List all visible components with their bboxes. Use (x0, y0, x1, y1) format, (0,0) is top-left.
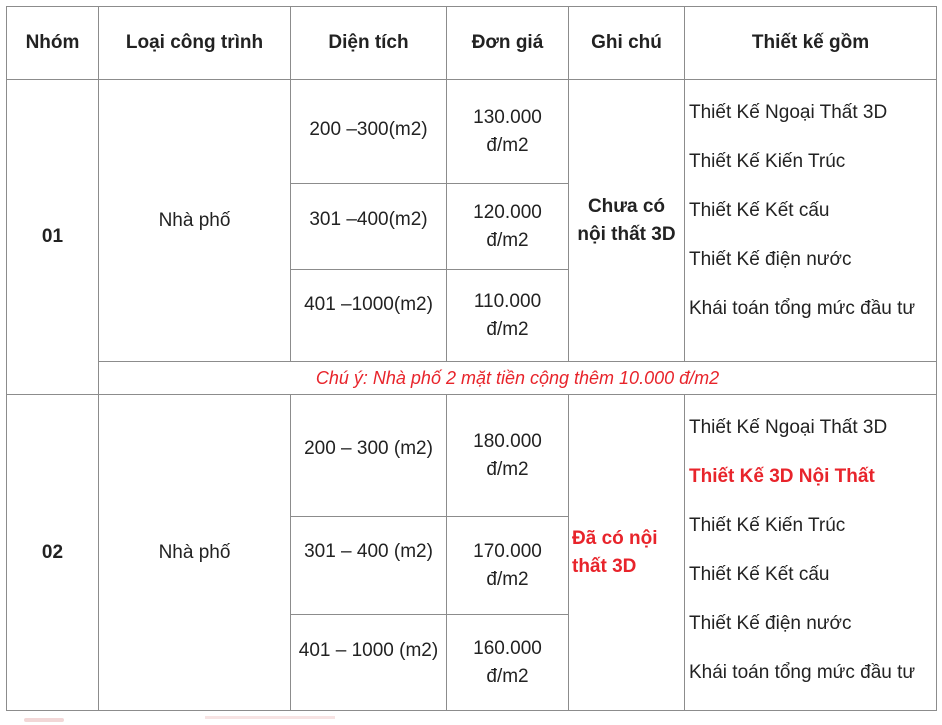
design-item: Thiết Kế Ngoại Thất 3D (689, 102, 888, 123)
price-value: 160.000 (473, 637, 542, 659)
unit-price (447, 80, 569, 184)
price-unit: đ/m2 (486, 134, 529, 156)
header-row (7, 7, 937, 80)
header-design: Thiết kế gồm (685, 7, 937, 80)
design-item: Khái toán tổng mức đầu tư (689, 298, 916, 319)
unit-price (447, 270, 569, 362)
design-item: Thiết Kế Kiến Trúc (689, 151, 846, 172)
group-number: 01 (7, 80, 99, 395)
design-item: Khái toán tổng mức đầu tư (689, 662, 916, 683)
table-row (7, 395, 937, 517)
header-note: Ghi chú (569, 7, 685, 80)
area-range: 301 –400(m2) (291, 184, 447, 270)
header-type: Loại công trình (99, 7, 291, 80)
unit-price (447, 184, 569, 270)
price-value: 110.000 (473, 290, 542, 312)
design-item: Thiết Kế Kiến Trúc (689, 515, 846, 536)
note-line: nội thất 3D (577, 223, 676, 245)
area-range: 301 – 400 (m2) (291, 517, 447, 615)
note-line: thất 3D (572, 555, 637, 577)
price-unit: đ/m2 (486, 229, 529, 251)
decorative-mark (24, 718, 64, 722)
design-item: Thiết Kế Kết cấu (689, 200, 830, 221)
price-unit: đ/m2 (486, 318, 529, 340)
area-range: 200 –300(m2) (291, 80, 447, 184)
design-item: Thiết Kế Ngoại Thất 3D (689, 417, 888, 438)
header-group: Nhóm (7, 7, 99, 80)
price-value: 180.000 (473, 430, 542, 452)
table-row (7, 80, 937, 184)
price-unit: đ/m2 (486, 568, 529, 590)
design-item-highlight: Thiết Kế 3D Nội Thất (689, 466, 875, 487)
price-value: 170.000 (473, 540, 542, 562)
header-area: Diện tích (291, 7, 447, 80)
price-value: 120.000 (473, 201, 542, 223)
unit-price (447, 615, 569, 711)
design-item: Thiết Kế điện nước (689, 613, 852, 634)
area-range: 200 – 300 (m2) (291, 395, 447, 517)
price-value: 130.000 (473, 106, 542, 128)
design-list (685, 80, 937, 362)
design-item: Thiết Kế Kết cấu (689, 564, 830, 585)
building-type: Nhà phố (99, 395, 291, 711)
note-line: Đã có nội (572, 527, 658, 549)
area-range: 401 –1000(m2) (291, 270, 447, 362)
unit-price (447, 395, 569, 517)
price-unit: đ/m2 (486, 665, 529, 687)
design-item: Thiết Kế điện nước (689, 249, 852, 270)
decorative-mark (205, 716, 335, 719)
price-table (6, 6, 937, 711)
header-price: Đơn giá (447, 7, 569, 80)
note-cell (569, 80, 685, 362)
design-list (685, 395, 937, 711)
cropped-bottom-edge (0, 716, 942, 725)
note-text: Chú ý: Nhà phố 2 mặt tiền cộng thêm 10.000 đ/m2 (99, 362, 937, 395)
price-unit: đ/m2 (486, 458, 529, 480)
note-line: Chưa có (587, 195, 666, 217)
unit-price (447, 517, 569, 615)
note-cell (569, 395, 685, 711)
group-number: 02 (7, 395, 99, 711)
building-type: Nhà phố (99, 80, 291, 362)
area-range: 401 – 1000 (m2) (291, 615, 447, 711)
note-row (7, 362, 937, 395)
